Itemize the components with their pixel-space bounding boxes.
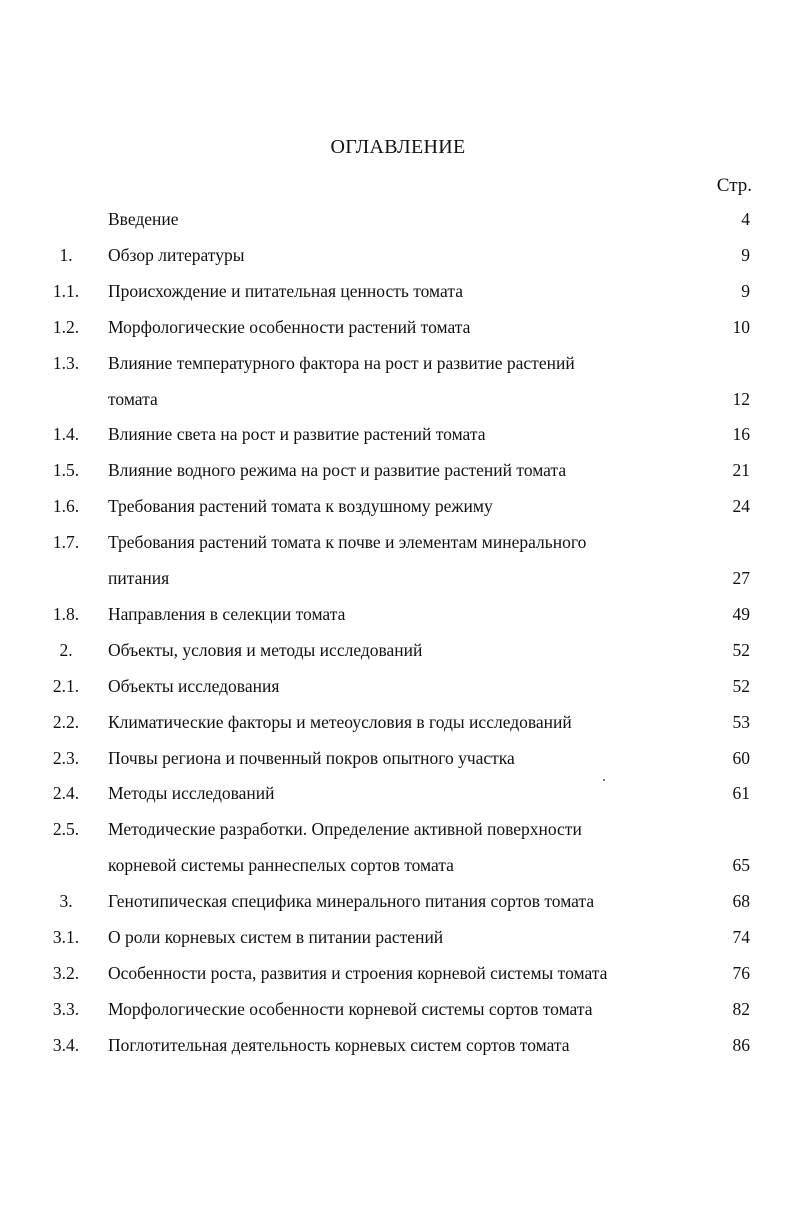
toc-entry-number: 1.: [59, 244, 73, 265]
toc-entry-page: 49: [732, 603, 750, 624]
toc-entry-page: 52: [732, 639, 750, 660]
toc-entry-title: Морфологические особенности растений томата: [108, 316, 471, 337]
toc-entry-number: 1.5.: [52, 460, 80, 481]
toc-entry-number: 3.2.: [52, 962, 80, 983]
toc-entry-line: [0, 387, 796, 411]
toc-entry-title: Генотипическая специфика минерального питания сортов томата: [108, 891, 595, 912]
toc-entry-page: 24: [732, 496, 750, 517]
toc-entry-line: [0, 279, 796, 303]
scan-speck: [603, 779, 605, 781]
toc-entry-line: [0, 817, 796, 841]
toc-entry-number: 3.3.: [52, 998, 80, 1019]
toc-entry-title: томата: [108, 388, 158, 409]
toc-entry-line: [0, 889, 796, 913]
toc-entry-title: Влияние температурного фактора на рост и развитие растений: [108, 352, 575, 373]
toc-entry-title: Особенности роста, развития и строения корневой системы томата: [108, 962, 608, 983]
toc-entry-page: 52: [732, 675, 750, 696]
toc-entry-line: [0, 853, 796, 877]
toc-entry-title: Почвы региона и почвенный покров опытного участка: [108, 747, 515, 768]
toc-entry-line: [0, 458, 796, 482]
toc-entry-number: 1.6.: [52, 496, 80, 517]
toc-entry-page: 27: [732, 568, 750, 588]
toc-entry-page: 16: [732, 424, 750, 445]
toc-entry-page: 65: [732, 855, 750, 876]
toc-entry-title: Объекты исследования: [108, 675, 280, 696]
toc-entry-number: 1.1.: [52, 280, 80, 301]
toc-entry-title: Методы исследований: [108, 783, 275, 804]
toc-entry-line: [0, 207, 796, 231]
toc-entry-number: 1.7.: [52, 532, 80, 553]
toc-entry-line: [0, 530, 796, 554]
toc-entry-line: [0, 961, 796, 985]
toc-entry-number: 2.5.: [52, 819, 80, 840]
toc-entry-title: Методические разработки. Определение активной поверхности: [108, 819, 582, 840]
toc-entry-line: [0, 351, 796, 375]
toc-entry-line: [0, 422, 796, 446]
toc-entry-page: 21: [732, 460, 750, 481]
toc-entry-page: 86: [732, 1034, 750, 1055]
toc-entry-page: 12: [732, 388, 750, 409]
page-title: ОГЛАВЛЕНИЕ: [330, 136, 466, 158]
toc-entry-title: Влияние водного режима на рост и развитие растений томата: [108, 460, 567, 481]
toc-entry-title: Введение: [108, 209, 179, 229]
toc-entry-line: [0, 494, 796, 518]
toc-entry-title: Климатические факторы и метеоусловия в годы исследований: [108, 711, 572, 732]
toc-entry-number: 1.4.: [52, 424, 80, 445]
toc-entry-line: [0, 602, 796, 626]
toc-entry-number: 1.2.: [52, 316, 80, 337]
toc-entry-page: 76: [732, 962, 750, 983]
toc-entry-title: Морфологические особенности корневой системы сортов томата: [108, 998, 593, 1019]
toc-entry-page: 4: [741, 209, 750, 229]
toc-entry-page: 10: [732, 316, 750, 337]
toc-entry-page: 61: [732, 783, 750, 804]
toc-entry-line: [0, 566, 796, 590]
page-column-label: Стр.: [716, 175, 752, 196]
toc-entry-number: 2.1.: [52, 675, 80, 696]
toc-entry-number: 1.8.: [52, 603, 80, 624]
toc-entry-number: 2.4.: [52, 783, 80, 804]
toc-entry-line: [0, 997, 796, 1021]
toc-entry-page: 53: [732, 711, 750, 732]
toc-entry-page: 60: [732, 747, 750, 768]
toc-entry-title: питания: [108, 568, 170, 588]
toc-entry-number: 3.4.: [52, 1034, 80, 1055]
toc-entry-title: Требования растений томата к воздушному режиму: [108, 496, 493, 517]
toc-entry-number: 3.1.: [52, 927, 80, 947]
toc-entry-line: [0, 1033, 796, 1057]
toc-entry-title: Требования растений томата к почве и элементам минерального: [108, 532, 587, 553]
toc-entry-line: [0, 243, 796, 267]
toc-entry-title: Объекты, условия и методы исследований: [108, 639, 423, 660]
toc-entry-title: Влияние света на рост и развитие растений томата: [108, 424, 486, 445]
toc-entry-page: 74: [732, 927, 750, 947]
toc-entry-number: 2.2.: [52, 711, 80, 732]
toc-entry-title: О роли корневых систем в питании растений: [108, 927, 444, 947]
toc-entry-title: Поглотительная деятельность корневых систем сортов томата: [108, 1034, 570, 1055]
toc-entry-number: 3.: [59, 891, 73, 912]
toc-entry-line: [0, 746, 796, 770]
toc-entry-number: 2.: [59, 639, 73, 660]
toc-entry-page: 68: [732, 891, 750, 912]
toc-entry-title: Обзор литературы: [108, 244, 245, 265]
toc-entry-title: Происхождение и питательная ценность томата: [108, 280, 463, 301]
toc-entry-line: [0, 315, 796, 339]
toc-entry-number: 2.3.: [52, 747, 80, 768]
toc-entry-line: [0, 710, 796, 734]
toc-entry-page: 9: [741, 244, 750, 265]
toc-entry-title: корневой системы раннеспелых сортов томата: [108, 855, 454, 876]
toc-entry-number: 1.3.: [52, 352, 80, 373]
toc-entry-title: Направления в селекции томата: [108, 603, 346, 624]
toc-entry-line: [0, 674, 796, 698]
toc-entry-line: [0, 925, 796, 949]
toc-entry-line: [0, 638, 796, 662]
toc-entry-line: [0, 781, 796, 805]
toc-entry-page: 9: [741, 280, 750, 301]
toc-entry-page: 82: [732, 998, 750, 1019]
